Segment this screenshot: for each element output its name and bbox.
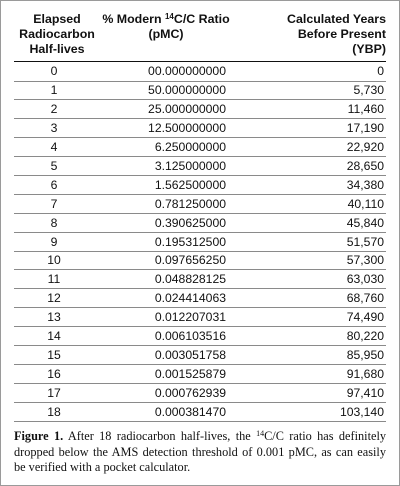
figure-caption: Figure 1. After 18 radiocarbon half-lives, the $^{14}$C/C ratio has definitely dropped below the AMS detection threshold of 0.001 pMC, as can easily be verified with a pocket calculator. xyxy=(14,429,387,474)
cell-ybp: 51,570 xyxy=(232,232,386,251)
table-row xyxy=(14,100,386,119)
cell-half-lives: 6 xyxy=(14,175,100,194)
table-row xyxy=(14,232,386,251)
cell-pmc: 50.000000000 xyxy=(100,81,232,100)
table-row xyxy=(14,383,386,402)
cell-pmc: 0.024414063 xyxy=(100,289,232,308)
table-row xyxy=(14,213,386,232)
cell-half-lives: 2 xyxy=(14,100,100,119)
cell-half-lives: 13 xyxy=(14,308,100,327)
cell-half-lives: 7 xyxy=(14,194,100,213)
cell-pmc: 0.000762939 xyxy=(100,383,232,402)
cell-half-lives: 11 xyxy=(14,270,100,289)
table-row xyxy=(14,327,386,346)
cell-half-lives: 4 xyxy=(14,138,100,157)
cell-ybp: 63,030 xyxy=(232,270,386,289)
cell-pmc: 0.012207031 xyxy=(100,308,232,327)
cell-pmc: 3.125000000 xyxy=(100,157,232,176)
cell-ybp: 28,650 xyxy=(232,157,386,176)
cell-half-lives: 15 xyxy=(14,345,100,364)
cell-ybp: 91,680 xyxy=(232,364,386,383)
cell-ybp: 68,760 xyxy=(232,289,386,308)
table-row xyxy=(14,157,386,176)
cell-ybp: 57,300 xyxy=(232,251,386,270)
table-row xyxy=(14,364,386,383)
table-header-row xyxy=(14,12,386,62)
cell-ybp: 11,460 xyxy=(232,100,386,119)
cell-pmc: 0.003051758 xyxy=(100,345,232,364)
table-row xyxy=(14,62,386,82)
cell-half-lives: 0 xyxy=(14,62,100,82)
cell-ybp: 40,110 xyxy=(232,194,386,213)
radiocarbon-table xyxy=(14,12,386,422)
table-row xyxy=(14,175,386,194)
cell-half-lives: 17 xyxy=(14,383,100,402)
cell-pmc: 00.000000000 xyxy=(100,62,232,82)
cell-pmc: 0.390625000 xyxy=(100,213,232,232)
cell-ybp: 85,950 xyxy=(232,345,386,364)
cell-pmc: 6.250000000 xyxy=(100,138,232,157)
cell-ybp: 0 xyxy=(232,62,386,82)
cell-half-lives: 5 xyxy=(14,157,100,176)
cell-pmc: 0.048828125 xyxy=(100,270,232,289)
cell-ybp: 45,840 xyxy=(232,213,386,232)
table-body xyxy=(14,62,386,422)
cell-pmc: 0.195312500 xyxy=(100,232,232,251)
cell-ybp: 97,410 xyxy=(232,383,386,402)
cell-ybp: 5,730 xyxy=(232,81,386,100)
table-row xyxy=(14,308,386,327)
cell-half-lives: 12 xyxy=(14,289,100,308)
cell-pmc: 25.000000000 xyxy=(100,100,232,119)
cell-ybp: 22,920 xyxy=(232,138,386,157)
table-row xyxy=(14,81,386,100)
cell-pmc: 0.781250000 xyxy=(100,194,232,213)
cell-pmc: 12.500000000 xyxy=(100,119,232,138)
cell-half-lives: 3 xyxy=(14,119,100,138)
cell-ybp: 17,190 xyxy=(232,119,386,138)
table-row xyxy=(14,345,386,364)
cell-half-lives: 14 xyxy=(14,327,100,346)
cell-half-lives: 18 xyxy=(14,402,100,421)
table-row xyxy=(14,194,386,213)
header-years-before-present: Calculated Years Before Present (YBP) xyxy=(232,12,386,62)
table-row xyxy=(14,251,386,270)
cell-pmc: 0.006103516 xyxy=(100,327,232,346)
table-row xyxy=(14,289,386,308)
cell-pmc: 0.097656250 xyxy=(100,251,232,270)
cell-ybp: 80,220 xyxy=(232,327,386,346)
table-row xyxy=(14,119,386,138)
cell-pmc: 0.001525879 xyxy=(100,364,232,383)
caption-label: Figure 1. xyxy=(14,429,64,443)
cell-half-lives: 10 xyxy=(14,251,100,270)
cell-ybp: 34,380 xyxy=(232,175,386,194)
table-row xyxy=(14,402,386,421)
table-row xyxy=(14,138,386,157)
cell-pmc: 0.000381470 xyxy=(100,402,232,421)
cell-half-lives: 1 xyxy=(14,81,100,100)
header-percent-modern: % Modern $^{14}$C/C Ratio (pMC) xyxy=(100,12,232,62)
cell-ybp: 74,490 xyxy=(232,308,386,327)
cell-pmc: 1.562500000 xyxy=(100,175,232,194)
cell-half-lives: 9 xyxy=(14,232,100,251)
cell-half-lives: 16 xyxy=(14,364,100,383)
header-elapsed-half-lives: Elapsed Radiocarbon Half-lives xyxy=(14,12,100,62)
table-row xyxy=(14,270,386,289)
cell-ybp: 103,140 xyxy=(232,402,386,421)
cell-half-lives: 8 xyxy=(14,213,100,232)
